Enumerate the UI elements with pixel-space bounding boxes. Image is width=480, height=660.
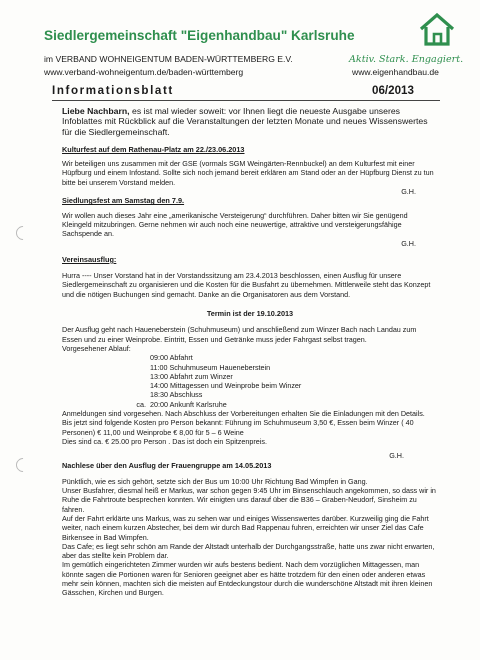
slogan: Aktiv. Stark. Engagiert. bbox=[349, 54, 464, 65]
issue-number: 06/2013 bbox=[372, 84, 414, 97]
punch-hole-mark bbox=[13, 223, 33, 243]
nachlese-paragraph: Das Cafe; es liegt sehr schön am Rande der Altstadt unterhalb der Durchgangsstraße, hatte uns zwar nicht erwarten, aber das stellte kein Problem dar. bbox=[62, 541, 435, 561]
schedule-list bbox=[64, 353, 438, 409]
verband-line: im VERBAND WOHNEIGENTUM BADEN-WÜRTTEMBERG E.V. bbox=[44, 54, 293, 64]
schedule-time: 11:00 bbox=[150, 362, 168, 372]
nachlese-paragraph: Pünktlich, wie es sich gehört, setzte sich der Bus um 10:00 Uhr Richtung Bad Wimpfen in Gang. bbox=[62, 476, 368, 486]
schedule-text: Abfahrt bbox=[169, 353, 193, 363]
schedule-time: 13:00 bbox=[150, 371, 168, 381]
schedule-time: 14:00 bbox=[150, 381, 168, 391]
vereinsausflug-text: Hurra ---- Unser Vorstand hat in der Vorstandssitzung am 23.4.2013 beschlossen, einen Ausflug für unsere Siedlergemeinschaft zu organisieren und die Kosten für die Busfahrt zu übernehmen. Mittlerweile steht das Konzept und die nötigen Buchungen sind gemacht. Danke an die Organisatoren aus dem Vorstand. bbox=[62, 271, 431, 299]
ablauf-label: Vorgesehener Ablauf: bbox=[62, 343, 131, 353]
website-url: www.eigenhandbau.de bbox=[352, 67, 439, 77]
schedule-text: Abschluss bbox=[169, 390, 203, 400]
intro-paragraph bbox=[62, 106, 438, 137]
schedule-row: ca. 20:00 Ankunft Karlsruhe bbox=[136, 399, 227, 409]
schedule-text: Abfahrt zum Winzer bbox=[169, 371, 233, 381]
schedule-row bbox=[64, 372, 438, 381]
ausflug-details: Der Ausflug geht nach Haueneberstein (Schuhmuseum) und anschließend zum Winzer Bach nach Landau zum Essen und zu einer Weinprobe. Eintritt, Essen und Getränke muss jeder Fahrgast selbst tragen. bbox=[62, 325, 417, 344]
title-divider bbox=[52, 100, 440, 101]
schedule-text: Schuhmuseum Haueneberstein bbox=[169, 362, 271, 372]
signature: G.H. bbox=[389, 451, 404, 461]
section-heading-nachlese: Nachlese über den Ausflug der Frauengruppe am 14.05.2013 bbox=[62, 460, 272, 470]
schedule-text: Ankunft Karlsruhe bbox=[169, 399, 227, 409]
house-logo-icon bbox=[417, 10, 457, 48]
schedule-time: 09:00 bbox=[150, 353, 168, 363]
siedlungsfest-text: Wir wollen auch dieses Jahr eine „amerikanische Versteigerung“ durchführen. Daher bitten wir Sie genügend Kleingeld mitzubringen. Gerne nehmen wir auch noch eine neuwertige, attraktive und versteigerungsfähige Sachspende an. bbox=[62, 210, 408, 239]
intro-text: es ist mal wieder soweit: vor Ihnen liegt die neueste Ausgabe unseres Infoblattes mit Rückblick auf die Veranstaltungen der letzten Monate und neues Wissenswertes für die Siedlergemeinschaft. bbox=[62, 106, 428, 137]
document-body bbox=[62, 106, 438, 598]
section-heading-vereinsausflug: Vereinsausflug: bbox=[62, 254, 117, 264]
schedule-time: 18:30 bbox=[150, 390, 168, 400]
kulturfest-text: Wir beteiligen uns zusammen mit der GSE (vormals SGM Weingärten-Rennbuckel) an dem Kulturfest mit einer Hüpfburg und einem Infostand. Sollte sich noch jemand bereit erklären am Stand oder an der Hüpfburg Dienst zu tun bitte bei unserem Vorstand melden. bbox=[62, 159, 434, 187]
kosten-text: Bis jetzt sind folgende Kosten pro Person bekannt: Führung im Schuhmuseum 3,50 €, Essen beim Winzer ( 40 Personen) € 11,00 und Weinprobe € 8,00 für 5 – 6 Weine bbox=[62, 418, 414, 437]
nachlese-paragraph: Im gemütlich eingerichteten Zimmer wurden wir aufs bestens bedient. Nach dem vorzüglichen Mittagessen, man könnte sagen die Portionen waren für Senioren geeignet aber es hätte trotzdem für den einen oder anderen etwas mehr sein können, machten sich die meisten auf Entdeckungstour durch die wunderschöne Altstadt mit ihren kleinen Gässchen, Kirchen und Burgen. bbox=[62, 560, 433, 598]
verband-url: www.verband-wohneigentum.de/baden-württemberg bbox=[44, 67, 244, 77]
termin-line: Termin ist der 19.10.2013 bbox=[206, 309, 294, 319]
document-title: Informationsblatt bbox=[52, 84, 174, 97]
signature: G.H. bbox=[401, 187, 416, 197]
schedule-row bbox=[64, 353, 438, 362]
signature: G.H. bbox=[401, 238, 416, 248]
summe-text: Dies sind ca. € 25.00 pro Person . Das ist doch ein Spitzenpreis. bbox=[62, 436, 267, 446]
organization-name: Siedlergemeinschaft "Eigenhandbau" Karlsruhe bbox=[44, 28, 355, 43]
schedule-row bbox=[64, 363, 438, 372]
schedule-text: Mittagessen und Weinprobe beim Winzer bbox=[170, 381, 302, 391]
section-heading-siedlungsfest: Siedlungsfest am Samstag den 7.9. bbox=[62, 196, 185, 206]
schedule-row bbox=[64, 381, 438, 390]
schedule-time: 20:00 bbox=[150, 399, 168, 409]
nachlese-paragraph: Unser Busfahrer, diesmal heiß er Markus, war schon gegen 9:45 Uhr im Binsenschlauch angekommen, so dass wir in Ruhe die Fahrtroute besprechen konnten. Wir einigten uns darauf über die B36 – Graben-Neudorf, Sinsheim zu fahren. bbox=[62, 486, 436, 514]
punch-hole-mark bbox=[13, 455, 33, 475]
section-heading-kulturfest: Kulturfest auf dem Rathenau-Platz am 22./23.06.2013 bbox=[62, 144, 245, 154]
greeting: Liebe Nachbarn, bbox=[62, 106, 130, 116]
schedule-row bbox=[64, 390, 438, 399]
nachlese-paragraph: Auf der Fahrt erklärte uns Markus, was zu sehen war und einiges Wissenswertes darüber. Kurzweilig ging die Fahrt weiter, nach einem kurzen Abstecher, bei dem wir durch Bad Rappenau fuhren, erreichten wir unser Ziel das Cafe Birkensee in Bad Wimpfen. bbox=[62, 513, 429, 542]
anmeldung-text: Anmeldungen sind vorgesehen. Nach Abschluss der Vorbereitungen erhalten Sie die Einladungen mit den Details. bbox=[62, 409, 425, 419]
